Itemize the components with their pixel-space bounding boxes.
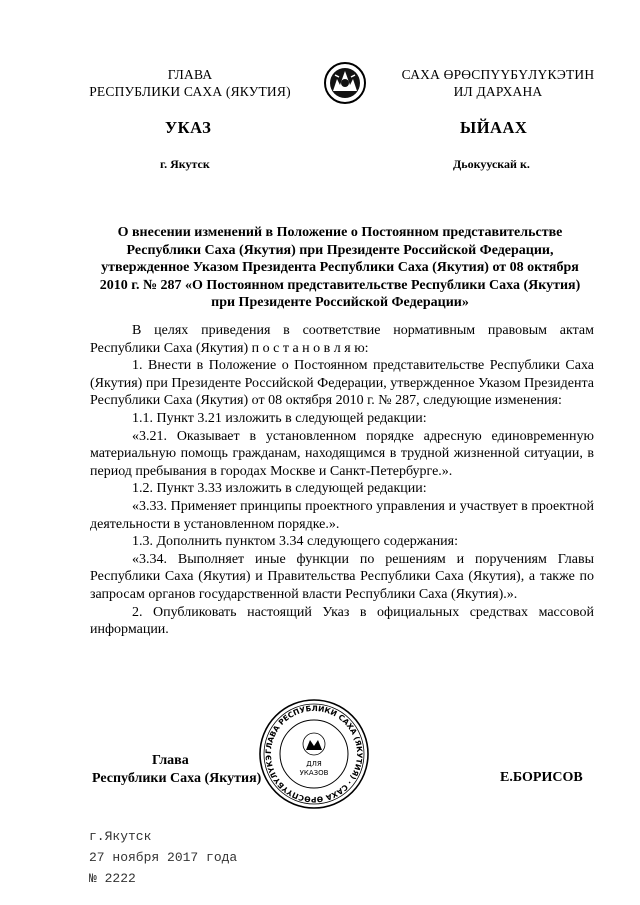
paragraph: «3.33. Применяет принципы проектного управления и участвует в проектной деятельности в установленном порядке.». bbox=[90, 498, 594, 532]
seal-inner-bottom: УКАЗОВ bbox=[299, 769, 329, 777]
signatory-name: Е.БОРИСОВ bbox=[500, 770, 583, 785]
signature-title bbox=[92, 752, 262, 788]
paragraph: «3.34. Выполняет иные функции по решениям и поручениям Главы Республики Саха (Якутия) и Правительства Республики Саха (Якутия), а также по запросам органов государственной власти Республики Саха (Якутия).». bbox=[90, 551, 594, 602]
paragraph: «3.21. Оказывает в установленном порядке адресную единовременную материальную помощь гражданам, находящимся в трудной жизненной ситуации, в период пребывания в городах Москве и Санкт-Петербурге.». bbox=[90, 428, 594, 479]
footer-number: № 2222 bbox=[89, 871, 136, 886]
signature-title-line2: Республики Саха (Якутия) bbox=[92, 771, 262, 786]
city-sah: Дьокуускай к. bbox=[453, 157, 530, 171]
paragraph: 1.2. Пункт 3.33 изложить в следующей редакции: bbox=[132, 481, 427, 497]
paragraph: 1. Внести в Положение о Постоянном представительстве Республики Саха (Якутия) при Президенте Российской Федерации, утвержденное Указом Президента Республики Саха (Якутия) от 08 октября 2010 г. № 287, следующие изменения: bbox=[90, 358, 594, 409]
official-seal bbox=[258, 698, 370, 810]
document-title: О внесении изменений в Положение о Постоянном представительстве Республики Саха (Якутия) при Президенте Российской Федерации, утвержденное Указом Президента Республики Саха (Якутия) от 08 октября 2010 г. № 287 «О Постоянном представительстве Республики Саха (Якутия) при Президенте Российской Федерации» bbox=[99, 225, 581, 310]
city-ru: г. Якутск bbox=[160, 157, 210, 171]
header-right-line1: САХА ӨРӨСПҮҮБҮЛҮКЭТИН bbox=[401, 67, 595, 82]
document-body bbox=[90, 322, 594, 639]
header-left-line2: РЕСПУБЛИКИ САХА (ЯКУТИЯ) bbox=[89, 84, 291, 99]
header-left-line1: ГЛАВА bbox=[167, 67, 213, 82]
doc-type-sah: ЫЙААХ bbox=[460, 118, 528, 137]
paragraph: 1.1. Пункт 3.21 изложить в следующей редакции: bbox=[132, 410, 427, 426]
paragraph: В целях приведения в соответствие нормативным правовым актам Республики Саха (Якутия) п о с т а н о в л я ю: bbox=[90, 323, 594, 356]
signature-title-line1: Глава bbox=[152, 753, 189, 768]
footer-city: г.Якутск bbox=[89, 829, 152, 844]
coat-of-arms-icon bbox=[323, 61, 367, 105]
footer-date: 27 ноября 2017 года bbox=[89, 850, 238, 865]
seal-outer-text: ГЛАВА РЕСПУБЛИКИ САХА (ЯКУТИЯ) · САХА ӨРӨСПҮҮБҮЛҮКЭ bbox=[263, 703, 365, 805]
seal-inner-top: ДЛЯ bbox=[306, 760, 322, 768]
paragraph: 1.3. Дополнить пунктом 3.34 следующего содержания: bbox=[132, 534, 459, 550]
header-right-line2: ИЛ ДАРХАНА bbox=[453, 84, 543, 99]
paragraph: 2. Опубликовать настоящий Указ в официальных средствах массовой информации. bbox=[90, 604, 594, 638]
header-left bbox=[80, 66, 300, 100]
header-right bbox=[383, 66, 613, 100]
doc-type-ru: УКАЗ bbox=[165, 118, 212, 137]
